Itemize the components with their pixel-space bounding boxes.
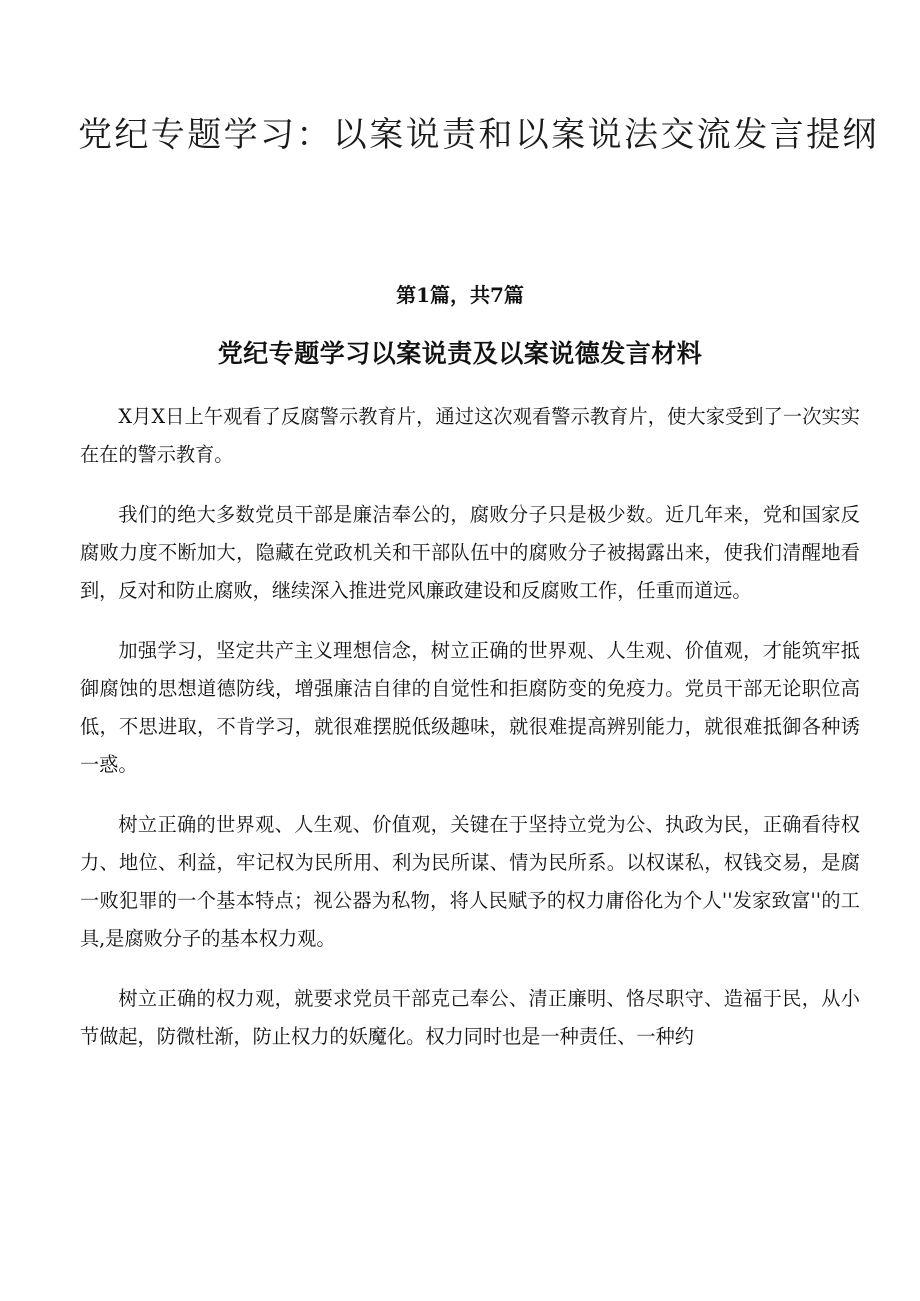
paragraph: 树立正确的世界观、人生观、价值观，关键在于坚持立党为公、执政为民，正确看待权力、地位、利益，牢记权为民所用、利为民所谋、情为民所系。以权谋私，权钱交易，是腐一败犯罪的一个基本特点；视公器为私物，将人民赋予的权力庸俗化为个人''发家致富''的工具,是腐败分子的基本权力观。 bbox=[80, 813, 860, 950]
document-title: 党纪专题学习：以案说责和以案说法交流发言提纲 bbox=[78, 115, 879, 155]
paragraph: 树立正确的权力观，就要求党员干部克己奉公、清正廉明、恪尽职守、造福于民，从小节做起，防微杜渐，防止权力的妖魔化。权力同时也是一种责任、一种约 bbox=[80, 987, 860, 1048]
part-label: 第1篇，共7篇 bbox=[396, 283, 524, 307]
paragraph: 我们的绝大多数党员干部是廉洁奉公的，腐败分子只是极少数。近几年来，党和国家反腐败力度不断加大，隐藏在党政机关和干部队伍中的腐败分子被揭露出来，使我们清醒地看到，反对和防止腐败，继续深入推进党风廉政建设和反腐败工作，任重而道远。 bbox=[80, 503, 860, 602]
paragraph: 加强学习，坚定共产主义理想信念，树立正确的世界观、人生观、价值观，才能筑牢抵御腐蚀的思想道德防线，增强廉洁自律的自觉性和拒腐防变的免疫力。党员干部无论职位高低，不思进取，不肯学习，就很难摆脱低级趣味，就很难提高辨别能力，就很难抵御各种诱一惑。 bbox=[80, 639, 860, 776]
section-title: 党纪专题学习以案说责及以案说德发言材料 bbox=[217, 339, 703, 368]
document-body bbox=[80, 398, 860, 1078]
paragraph: X月X日上午观看了反腐警示教育片，通过这次观看警示教育片，使大家受到了一次实实在在的警示教育。 bbox=[80, 405, 860, 466]
